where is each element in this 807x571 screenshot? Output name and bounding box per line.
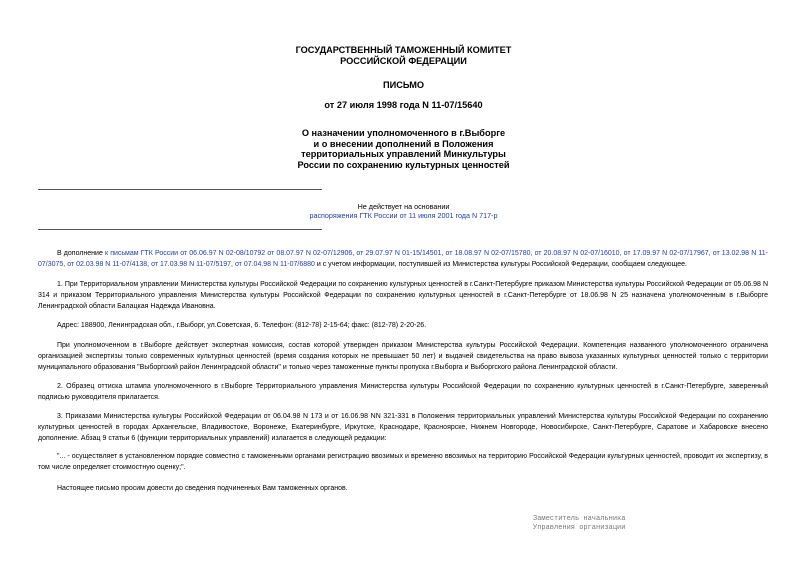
intro-prefix: В дополнение (57, 250, 105, 257)
referenced-letters-link[interactable]: к письмам ГТК России от 06.06.97 N 02-08/10792 от 08.07.97 N 02-07/12906, от 29.07.97 N 01-15/14501, от 18.08.97 N 02-07/15780, от 20.08.97 N 02-07/16010, от 17.09.97 N 02-07/17967, от 13.02.98 N 11-07/3075, от 02.03.98 N 11-07/4138, от 17.03.98 N 11-07/5197, от 07.04.98 N 11-07/6880 (38, 250, 768, 268)
divider-top (38, 189, 322, 190)
document-title (0, 128, 807, 170)
paragraph-3: 3. Приказами Министерства культуры Российской Федерации от 06.04.98 N 173 и от 16.06.98 NN 321-331 в Положения территориальных управлений Министерства культуры Российской Федерации по сохранению культурных ценностей в городах Архангельске, Владивостоке, Воронеже, Екатеринбурге, Иркутске, Краснодаре, Красноярске, Нижнем Новгороде, Новосибирске, Санкт-Петербурге, Саратове и Хабаровске внесено дополнение. Абзац 9 статьи 6 (функции территориальных управлений) излагается в следующей редакции: (38, 413, 768, 442)
org-line-1: ГОСУДАРСТВЕННЫЙ ТАМОЖЕННЫЙ КОМИТЕТ (295, 45, 512, 55)
title-line-2: и о внесении дополнений в Положения (313, 138, 494, 149)
paragraph-2: 2. Образец оттиска штампа уполномоченного в г.Выборге Территориального управления Министерства культуры Российской Федерации по сохранению культурных ценностей в г.Санкт-Петербурге, заверенный подписью руководителя прилагается. (38, 383, 768, 401)
paragraph-quote: "... - осуществляет в установленном порядке совместно с таможенными органами регистрацию ввозимых и временно ввозимых на территорию Российской Федерации культурных ценностей, проводит их экспертизу, в том числе определяет стоимостную оценку;". (38, 453, 768, 471)
org-line-2: РОССИЙСКОЙ ФЕДЕРАЦИИ (340, 55, 467, 66)
paragraph-intro (38, 249, 768, 271)
document-date-number: от 27 июля 1998 года N 11-07/15640 (324, 100, 483, 110)
intro-suffix: и с учетом информации, поступившей из Министерства культуры Российской Федерации, сообщаем следующее. (314, 260, 687, 268)
signature-block (533, 515, 625, 533)
signature-line-1: Заместитель начальника (533, 515, 626, 523)
paragraph-1: 1. При Территориальном управлении Министерства культуры Российской Федерации по сохранению культурных ценностей в г.Санкт-Петербурге приказом Министерства культуры Российской Федерации от 05.06.98 N 314 и приказом Территориального управления Министерства культуры Российской Федерации по сохранению культурных ценностей в г.Санкт-Петербурге от 18.06.98 N 25 назначена уполномоченным в г.Выборге Ленинградской области Балацкая Надежда Ивановна. (38, 281, 768, 310)
paragraph-commission: При уполномоченном в г.Выборге действует экспертная комиссия, состав которой утвержден приказом Министерства культуры Российской Федерации. Компетенция названного уполномоченного ограничена организацией экспертизы только современных культурных ценностей (время создания которых не превышает 50 лет) и выдачей свидетельства на право вывоза указанных культурных ценностей только с территории муниципального образования "Выборгский район Ленинградской области" и только через таможенные пункты пропуска г.Выборга и Выборгского района Ленинградской области. (38, 342, 768, 371)
title-line-1: О назначении уполномоченного в г.Выборге (301, 128, 506, 138)
status-note: Не действует на основании (357, 202, 450, 211)
title-line-3: территориальных управлений Минкультуры (301, 149, 506, 159)
issuing-organization (0, 45, 807, 66)
paragraph-address: Адрес: 188900, Ленинградская обл., г.Выборг, ул.Советская, 6. Телефон: (812-78) 2-15-64; факс: (812-78) 2-20-26. (57, 322, 427, 329)
title-line-4: России по сохранению культурных ценностей (297, 159, 510, 170)
paragraph-closing: Настоящее письмо просим довести до сведения подчиненных Вам таможенных органов. (57, 485, 348, 492)
divider-bottom (38, 229, 322, 230)
status-link[interactable]: распоряжения ГТК России от 11 июля 2001 года N 717-р (309, 211, 498, 220)
document-type: ПИСЬМО (382, 80, 425, 90)
signature-line-2: Управления организации (533, 524, 626, 532)
